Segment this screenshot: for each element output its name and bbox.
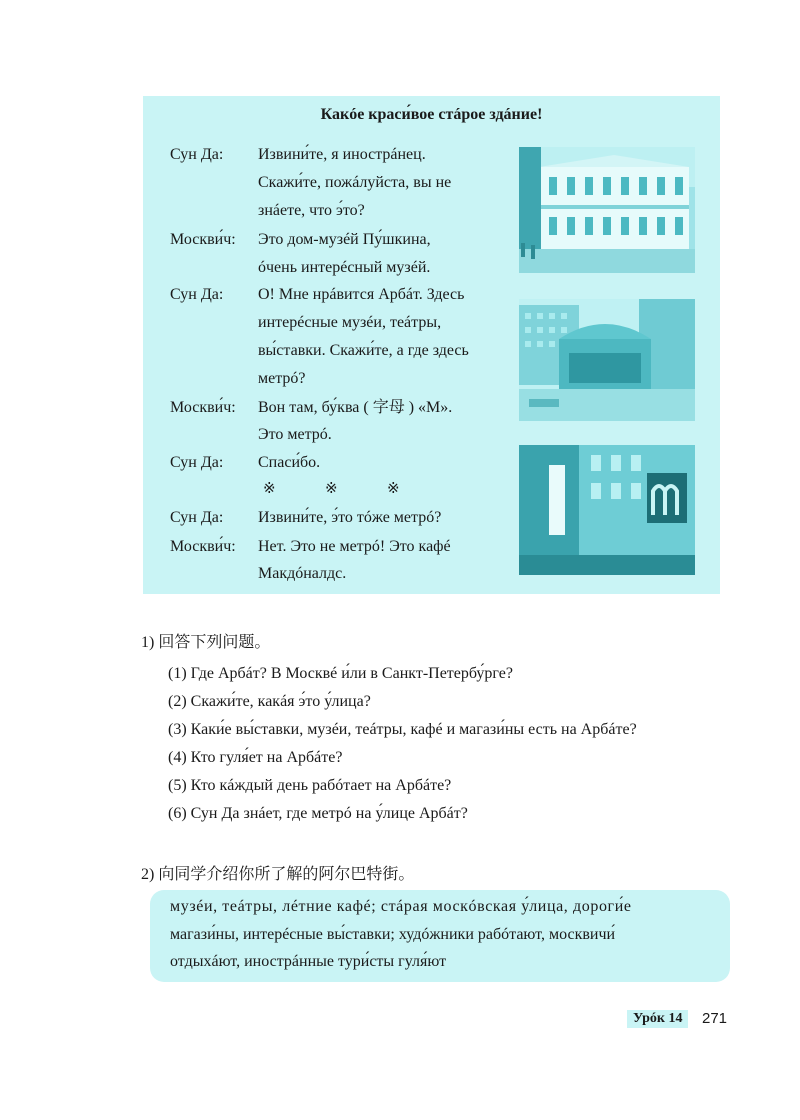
dialog-line: метрó?: [258, 370, 306, 387]
pushkin-museum-photo: [519, 147, 695, 273]
question-item: (6) Сун Да знáет, где метрó на у́лице Арбáт?: [168, 805, 468, 822]
dialog-line: Это дом-музéй Пу́шкина,: [258, 231, 431, 248]
dialog-line: Макдóналдс.: [258, 565, 347, 582]
dialog-line: Извини́те, я инострáнец.: [258, 146, 426, 163]
dialog-line: интерéсные музéи, теáтры,: [258, 314, 442, 331]
hint-line: магази́ны, интерéсные вы́ставки; худóжники рабóтают, москвичи́: [170, 926, 616, 943]
dialog-line: вы́ставки. Скажи́те, а где здесь: [258, 342, 469, 359]
hint-panel: [150, 890, 730, 982]
dialog-line: Спаси́бо.: [258, 454, 321, 471]
theatre-photo: [519, 299, 695, 421]
speaker-label: Сун Да:: [170, 286, 224, 303]
dialog-line: óчень интерéсный музéй.: [258, 259, 431, 276]
question-item: (5) Кто кáждый день рабóтает на Арбáте?: [168, 777, 452, 794]
hint-line: отдыхáют, инострáнные тури́сты гуля́ют: [170, 953, 447, 970]
dialog-line: Вон там, бу́ква ( 字母 ) «М».: [258, 399, 453, 416]
dialog-line: Нет. Это не метрó! Это кафé: [258, 538, 451, 555]
separator-mark: ※: [263, 481, 276, 497]
exercise-1-heading: 1) 回答下列问题。: [141, 634, 271, 651]
mcdonalds-photo: [519, 445, 695, 575]
dialog-line: Извини́те, э́то тóже метрó?: [258, 509, 442, 526]
speaker-label: Сун Да:: [170, 454, 224, 471]
question-item: (1) Где Арбáт? В Москвé и́ли в Санкт-Петербу́рге?: [168, 665, 513, 682]
separator-mark: ※: [387, 481, 400, 497]
dialog-line: знáете, что э́то?: [258, 202, 365, 219]
speaker-label: Сун Да:: [170, 509, 224, 526]
hint-line: музéи, теáтры, лéтние кафé; стáрая москóвская у́лица, дороги́е: [170, 898, 632, 915]
question-item: (3) Каки́е вы́ставки, музéи, теáтры, кафé и магази́ны есть на Арбáте?: [168, 721, 637, 738]
dialog-line: Это метрó.: [258, 426, 332, 443]
speaker-label: Москви́ч:: [170, 399, 236, 416]
dialog-title: Какóе краси́вое стáрое здáние!: [320, 106, 543, 123]
speaker-label: Сун Да:: [170, 146, 224, 163]
speaker-label: Москви́ч:: [170, 231, 236, 248]
question-item: (4) Кто гуля́ет на Арбáте?: [168, 749, 343, 766]
dialog-panel: [143, 96, 720, 594]
page-number: 271: [702, 1010, 728, 1027]
speaker-label: Москви́ч:: [170, 538, 236, 555]
dialog-line: О! Мне нрáвится Арбáт. Здесь: [258, 286, 465, 303]
question-item: (2) Скажи́те, какáя э́то у́лица?: [168, 693, 371, 710]
lesson-label: Урóк 14: [627, 1010, 688, 1028]
dialog-line: Скажи́те, пожáлуйста, вы не: [258, 174, 452, 191]
exercise-2-heading: 2) 向同学介绍你所了解的阿尔巴特街。: [141, 866, 415, 883]
separator-mark: ※: [325, 481, 338, 497]
